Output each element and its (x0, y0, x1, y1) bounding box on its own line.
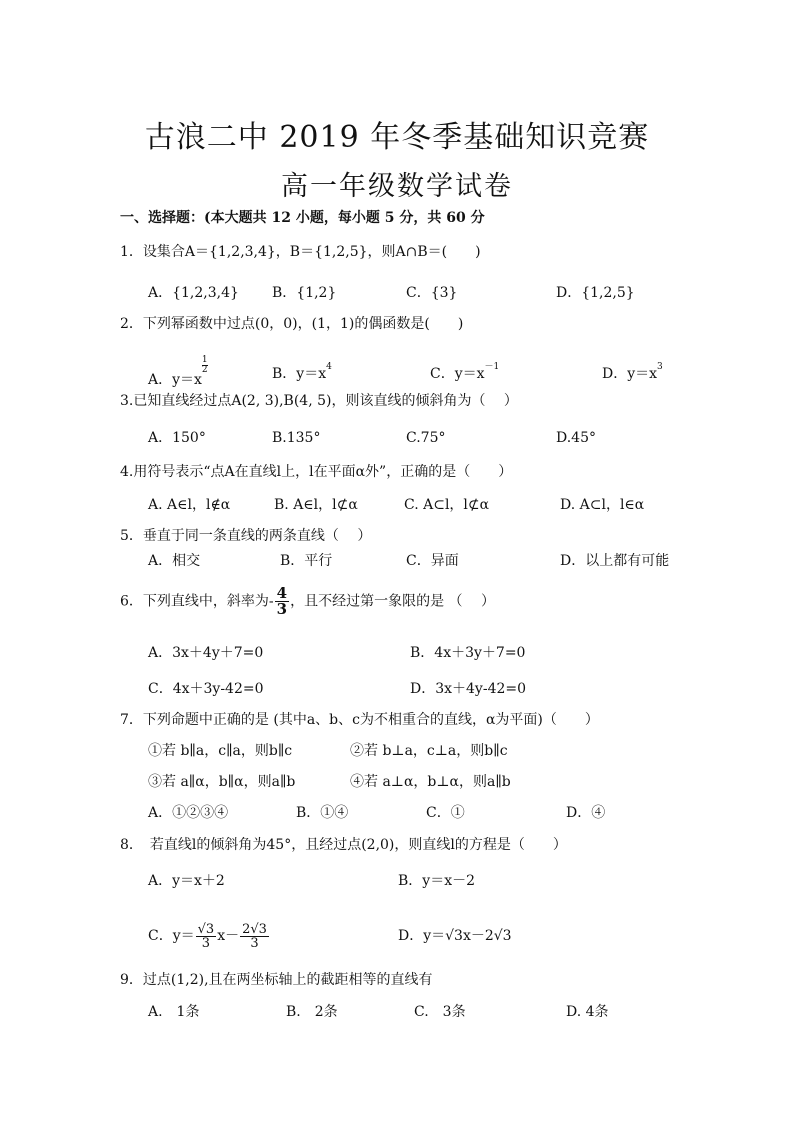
q9-option-d: D. 4条 (566, 1004, 609, 1020)
q8-option-c (148, 916, 270, 956)
q8-option-c-prefix: C．y＝ (148, 928, 195, 944)
q2-option-d-exponent: 3 (657, 362, 663, 372)
q2-option-b-exponent: 4 (326, 362, 332, 372)
q8-option-c-frac1-num: √3 (197, 921, 215, 937)
q2-option-c-base: C．y＝x (430, 366, 485, 382)
q9-option-c: C. 3条 (414, 1004, 466, 1020)
q4-option-d: D. A⊂l，l∈α (560, 497, 645, 513)
q7-option-b: B．①④ (296, 805, 349, 821)
q2-option-d (602, 356, 663, 385)
q8-option-a: A．y＝x＋2 (148, 873, 225, 889)
q2-option-a-exponent (202, 356, 208, 375)
q9-stem: 9．过点(1,2),且在两坐标轴上的截距相等的直线有 (120, 972, 433, 988)
q2-option-c (430, 356, 499, 385)
q5-option-b: B．平行 (280, 553, 333, 569)
q9-option-a: A. 1条 (148, 1004, 200, 1020)
q5-stem: 5．垂直于同一条直线的两条直线（ ） (120, 528, 372, 544)
q5-option-d: D．以上都有可能 (560, 553, 670, 569)
q8-option-b: B．y＝x－2 (398, 873, 475, 889)
q3-stem: 3.已知直线经过点A(2, 3),B(4, 5)，则该直线的倾斜角为（ ） (120, 393, 518, 409)
q2-option-a-exp-den: 2 (201, 365, 208, 375)
q9-option-b: B. 2条 (286, 1004, 338, 1020)
q5-option-c: C．异面 (406, 553, 459, 569)
q6-stem-after: ，且不经过第一象限的是 （ ） (290, 593, 495, 610)
q7-option-c: C．① (426, 805, 465, 821)
q4-option-c: C. A⊂l，l⊄α (404, 497, 490, 513)
q8-option-c-frac1 (196, 923, 217, 950)
q6-stem (120, 586, 495, 617)
q1-option-c: C．{3} (406, 285, 458, 301)
q6-option-b: B．4x＋3y＋7=0 (410, 645, 526, 661)
q6-option-a: A．3x＋4y＋7=0 (148, 645, 264, 661)
q7-prop-3: ③若 a∥α，b∥α，则a∥b (148, 774, 296, 790)
q6-stem-before: 6．下列直线中，斜率为- (120, 593, 274, 610)
q3-option-d: D.45° (556, 430, 596, 446)
q7-option-a: A．①②③④ (148, 805, 229, 821)
q1-option-d: D．{1,2,5} (556, 285, 635, 301)
q7-prop-2: ②若 b⊥a，c⊥a，则b∥c (350, 743, 508, 759)
q3-option-a: A．150° (148, 430, 206, 446)
q8-option-c-frac2 (240, 923, 269, 950)
q2-stem: 2．下列幂函数中过点(0，0)，(1，1)的偶函数是( ) (120, 316, 464, 332)
q8-option-d: D．y＝√3x－2√3 (398, 928, 512, 944)
q6-option-c: C．4x＋3y-42=0 (148, 681, 264, 697)
section-header: 一、选择题：(本大题共 12 小题，每小题 5 分，共 60 分 (120, 210, 485, 226)
q2-option-a-exp-num: 1 (201, 355, 208, 365)
exam-subtitle: 高一年级数学试卷 (281, 171, 513, 202)
q2-option-d-base: D．y＝x (602, 366, 658, 382)
q2-option-b-base: B．y＝x (272, 366, 327, 382)
q2-option-b (272, 356, 332, 385)
q1-option-a: A．{1,2,3,4} (148, 285, 239, 301)
q8-option-c-frac2-den: 3 (250, 935, 259, 951)
q4-option-b: B. A∈l，l⊄α (274, 497, 358, 513)
q7-stem: 7．下列命题中正确的是 (其中a、b、c为不相重合的直线，α为平面)（ ） (120, 712, 599, 728)
q1-option-b: B．{1,2} (272, 285, 337, 301)
q6-slope-fraction (275, 586, 289, 617)
q6-slope-num: 4 (276, 584, 288, 602)
q7-prop-1: ①若 b∥a，c∥a，则b∥c (148, 743, 293, 759)
q4-stem: 4.用符号表示“点A在直线l上，l在平面α外”，正确的是（ ） (120, 464, 513, 480)
q2-option-c-exponent: －1 (484, 362, 500, 372)
q5-option-a: A．相交 (148, 553, 201, 569)
q7-prop-4: ④若 a⊥α，b⊥α，则a∥b (350, 774, 511, 790)
q6-option-d: D．3x＋4y-42=0 (410, 681, 527, 697)
q8-option-c-mid: x－ (217, 928, 240, 944)
q4-option-a: A. A∈l，l∉α (148, 497, 231, 513)
q8-option-c-frac2-num: 2√3 (242, 921, 267, 937)
q8-option-c-frac1-den: 3 (201, 935, 211, 951)
q1-stem: 1．设集合A＝{1,2,3,4}，B＝{1,2,5}，则A∩B＝( ) (120, 244, 481, 260)
q2-option-a-base: A．y＝x (148, 372, 202, 388)
q3-option-c: C.75° (406, 430, 446, 446)
q7-option-d: D．④ (566, 805, 606, 821)
q6-slope-den: 3 (276, 600, 288, 618)
q3-option-b: B.135° (272, 430, 321, 446)
q2-option-a (148, 356, 208, 391)
exam-title: 古浪二中 2019 年冬季基础知识竞赛 (144, 120, 650, 155)
q8-stem: 8． 若直线l的倾斜角为45°，且经过点(2,0)，则直线l的方程是（ ） (120, 837, 567, 853)
